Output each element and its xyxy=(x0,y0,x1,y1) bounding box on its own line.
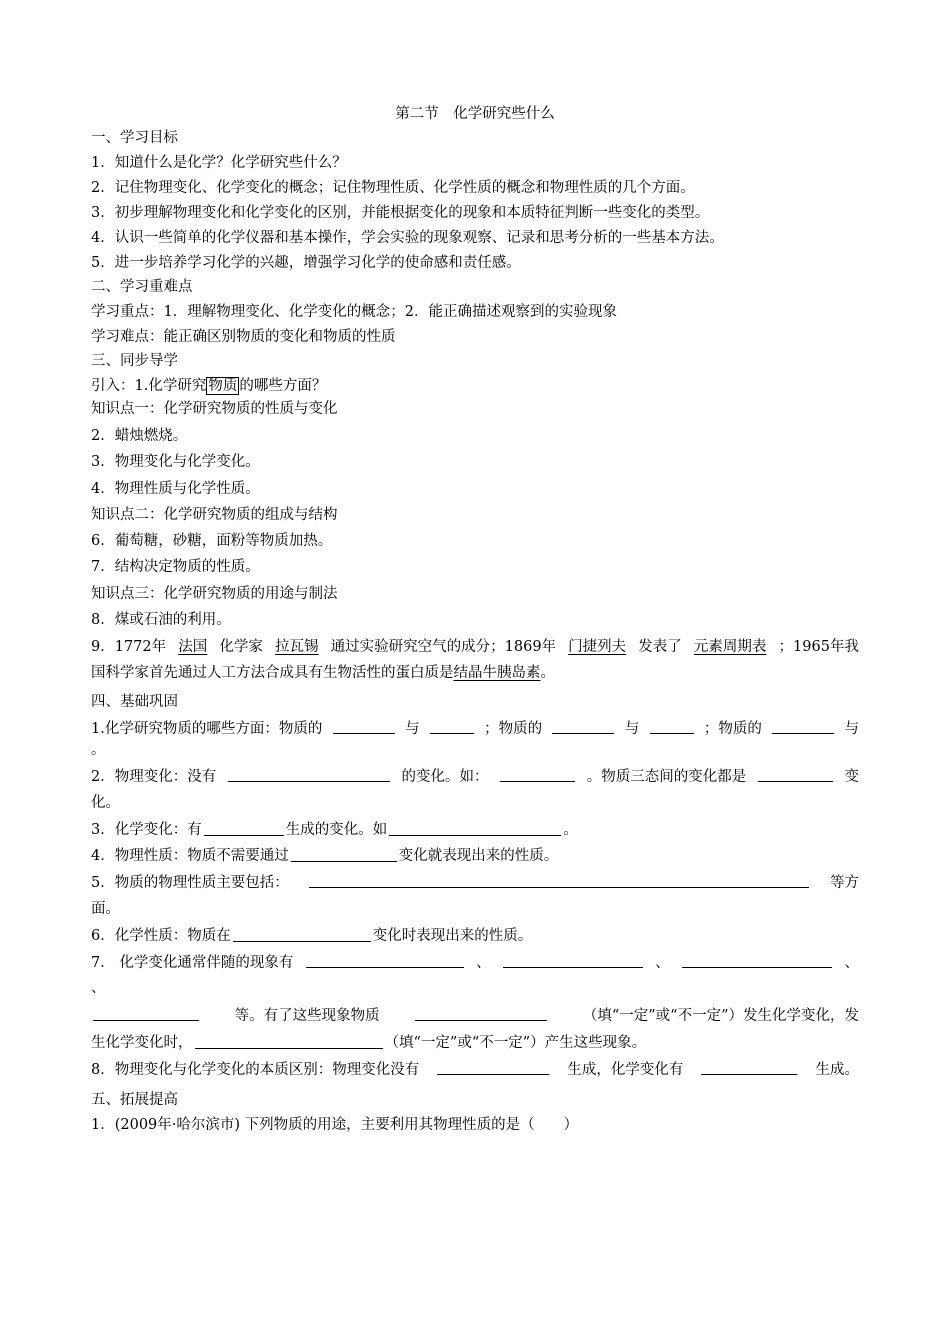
list-item: 7．结构决定物质的性质。 xyxy=(91,559,260,575)
page-title: 第二节 化学研究些什么 xyxy=(395,106,555,122)
answer-blank[interactable] xyxy=(204,821,284,836)
question-text: 2．物理变化：没有 xyxy=(91,769,217,785)
question-7-line-3 xyxy=(91,1006,859,1026)
question-2-cont: 化。 xyxy=(91,795,120,811)
section-heading-guide: 三、同步导学 xyxy=(91,353,178,369)
difficulty-line: 学习难点：能正确区别物质的变化和物质的性质 xyxy=(91,329,396,345)
question-text: 的变化。如： xyxy=(401,769,489,785)
intro-text: 引入：1.化学研究 xyxy=(91,378,207,394)
question-text: 等方 xyxy=(829,875,859,891)
question-1-cont: 。 xyxy=(91,742,106,758)
question-text: 与 xyxy=(844,721,859,737)
answer-blank[interactable] xyxy=(503,953,643,968)
knowledge-point-3: 知识点三：化学研究物质的用途与制法 xyxy=(91,586,338,602)
question-text: 1.化学研究物质的哪些方面：物质的 xyxy=(91,721,323,737)
text: 9．1772年 xyxy=(91,639,167,655)
question-2 xyxy=(91,767,859,787)
question-text: 生化学变化时， xyxy=(91,1035,193,1051)
answer-blank[interactable] xyxy=(93,1006,199,1021)
goal-item: 3．初步理解物理变化和化学变化的区别，并能根据变化的现象和本质特征判断一些变化的类型。 xyxy=(91,205,710,221)
answer-blank[interactable] xyxy=(233,927,371,942)
answer-blank[interactable] xyxy=(415,1006,547,1021)
question-text: 与 xyxy=(404,721,420,737)
question-text: ；物质的 xyxy=(703,721,762,737)
answer-blank[interactable] xyxy=(228,767,390,782)
section-heading-basics: 四、基础巩固 xyxy=(91,694,178,710)
question-text: 7． 化学变化通常伴随的现象有 xyxy=(91,955,294,971)
question-text: 与 xyxy=(624,721,640,737)
answer-blank[interactable] xyxy=(389,821,561,836)
text: 化学家 xyxy=(219,639,263,655)
question-text: 。物质三态间的变化都是 xyxy=(586,769,747,785)
answer-blank[interactable] xyxy=(309,873,809,888)
question-8 xyxy=(91,1060,859,1080)
underlined-term: 元素周期表 xyxy=(693,639,767,655)
list-item: 3．物理变化与化学变化。 xyxy=(91,454,260,470)
knowledge-point-1: 知识点一：化学研究物质的性质与变化 xyxy=(91,401,338,417)
question-text: 等。有了这些现象物质 xyxy=(234,1008,380,1024)
goal-item: 2．记住物理变化、化学变化的概念；记住物理性质、化学性质的概念和物理性质的几个方面。 xyxy=(91,180,695,196)
text: 国科学家首先通过人工方法合成具有生物活性的蛋白质是 xyxy=(91,665,454,681)
list-item: 2．蜡烛燃烧。 xyxy=(91,428,188,444)
separator: 、 xyxy=(476,955,491,971)
question-text: 变化就表现出来的性质。 xyxy=(398,848,559,864)
separator: 、 xyxy=(655,955,670,971)
answer-blank[interactable] xyxy=(333,719,395,734)
question-text: 5．物质的物理性质主要包括： xyxy=(91,875,289,891)
answer-blank[interactable] xyxy=(682,953,832,968)
text: 发表了 xyxy=(638,639,682,655)
question-text: ；物质的 xyxy=(484,721,543,737)
underlined-term: 结晶牛胰岛素 xyxy=(453,665,541,681)
answer-blank[interactable] xyxy=(500,767,575,782)
answer-blank[interactable] xyxy=(772,719,834,734)
extension-question-1: 1．(2009年·哈尔滨市) 下列物质的用途，主要利用其物理性质的是（ ） xyxy=(91,1117,579,1133)
question-text: 生成的变化。如 xyxy=(285,822,388,838)
question-text: 变 xyxy=(844,769,859,785)
question-text: 变化时表现出来的性质。 xyxy=(372,928,533,944)
answer-blank[interactable] xyxy=(552,719,614,734)
question-text: 6．化学性质：物质在 xyxy=(91,928,231,944)
boxed-word: 物质 xyxy=(208,378,238,394)
answer-blank[interactable] xyxy=(758,767,833,782)
question-text: 生成。 xyxy=(815,1062,859,1078)
history-line-2 xyxy=(91,663,859,683)
underlined-term: 拉瓦锡 xyxy=(275,639,319,655)
goal-item: 4．认识一些简单的化学仪器和基本操作，学会实验的现象观察、记录和思考分析的一些基本方法。 xyxy=(91,230,724,246)
goal-item: 1．知道什么是化学？化学研究些什么？ xyxy=(91,155,347,171)
list-item: 6．葡萄糖，砂糖，面粉等物质加热。 xyxy=(91,533,333,549)
separator: 、 xyxy=(844,955,859,971)
question-text: （填“一定”或“不一定”）产生这些现象。 xyxy=(384,1035,647,1051)
question-7 xyxy=(91,953,859,973)
question-text: 生成，化学变化有 xyxy=(567,1062,684,1078)
question-6 xyxy=(91,926,859,946)
question-text: （填“一定”或“不一定”）发生化学变化，发 xyxy=(582,1008,859,1024)
answer-blank[interactable] xyxy=(306,953,464,968)
question-5-cont: 面。 xyxy=(91,901,120,917)
question-3 xyxy=(91,820,859,840)
question-1 xyxy=(91,719,859,739)
list-item: 4．物理性质与化学性质。 xyxy=(91,481,260,497)
section-heading-key-points: 二、学习重难点 xyxy=(91,279,193,295)
answer-blank[interactable] xyxy=(291,847,397,862)
underlined-term: 法国 xyxy=(178,639,208,655)
answer-blank[interactable] xyxy=(437,1060,549,1075)
answer-blank[interactable] xyxy=(650,719,694,734)
intro-line xyxy=(91,376,859,396)
list-item: 8．煤或石油的利用。 xyxy=(91,612,231,628)
question-text: 。 xyxy=(563,822,578,838)
text: 通过实验研究空气的成分；1869年 xyxy=(330,639,557,655)
answer-blank[interactable] xyxy=(430,719,474,734)
text: ；1965年我 xyxy=(778,639,859,655)
section-heading-goals: 一、学习目标 xyxy=(91,130,178,146)
question-text: 3．化学变化：有 xyxy=(91,822,202,838)
section-heading-extension: 五、拓展提高 xyxy=(91,1092,178,1108)
question-7-sep: 、 xyxy=(91,980,106,996)
question-text: 4．物理性质：物质不需要通过 xyxy=(91,848,289,864)
intro-text: 的哪些方面？ xyxy=(239,378,327,394)
goal-item: 5．进一步培养学习化学的兴趣，增强学习化学的使命感和责任感。 xyxy=(91,255,521,271)
text: 。 xyxy=(540,665,555,681)
history-line-1 xyxy=(91,637,859,657)
answer-blank[interactable] xyxy=(701,1060,797,1075)
question-4 xyxy=(91,846,859,866)
answer-blank[interactable] xyxy=(195,1034,383,1049)
question-text: 8．物理变化与化学变化的本质区别：物理变化没有 xyxy=(91,1062,420,1078)
knowledge-point-2: 知识点二：化学研究物质的组成与结构 xyxy=(91,507,338,523)
underlined-term: 门捷列夫 xyxy=(568,639,627,655)
question-5 xyxy=(91,873,859,893)
question-7-line-4 xyxy=(91,1033,859,1053)
key-point-line: 学习重点：1．理解物理变化、化学变化的概念；2．能正确描述观察到的实验现象 xyxy=(91,304,617,320)
